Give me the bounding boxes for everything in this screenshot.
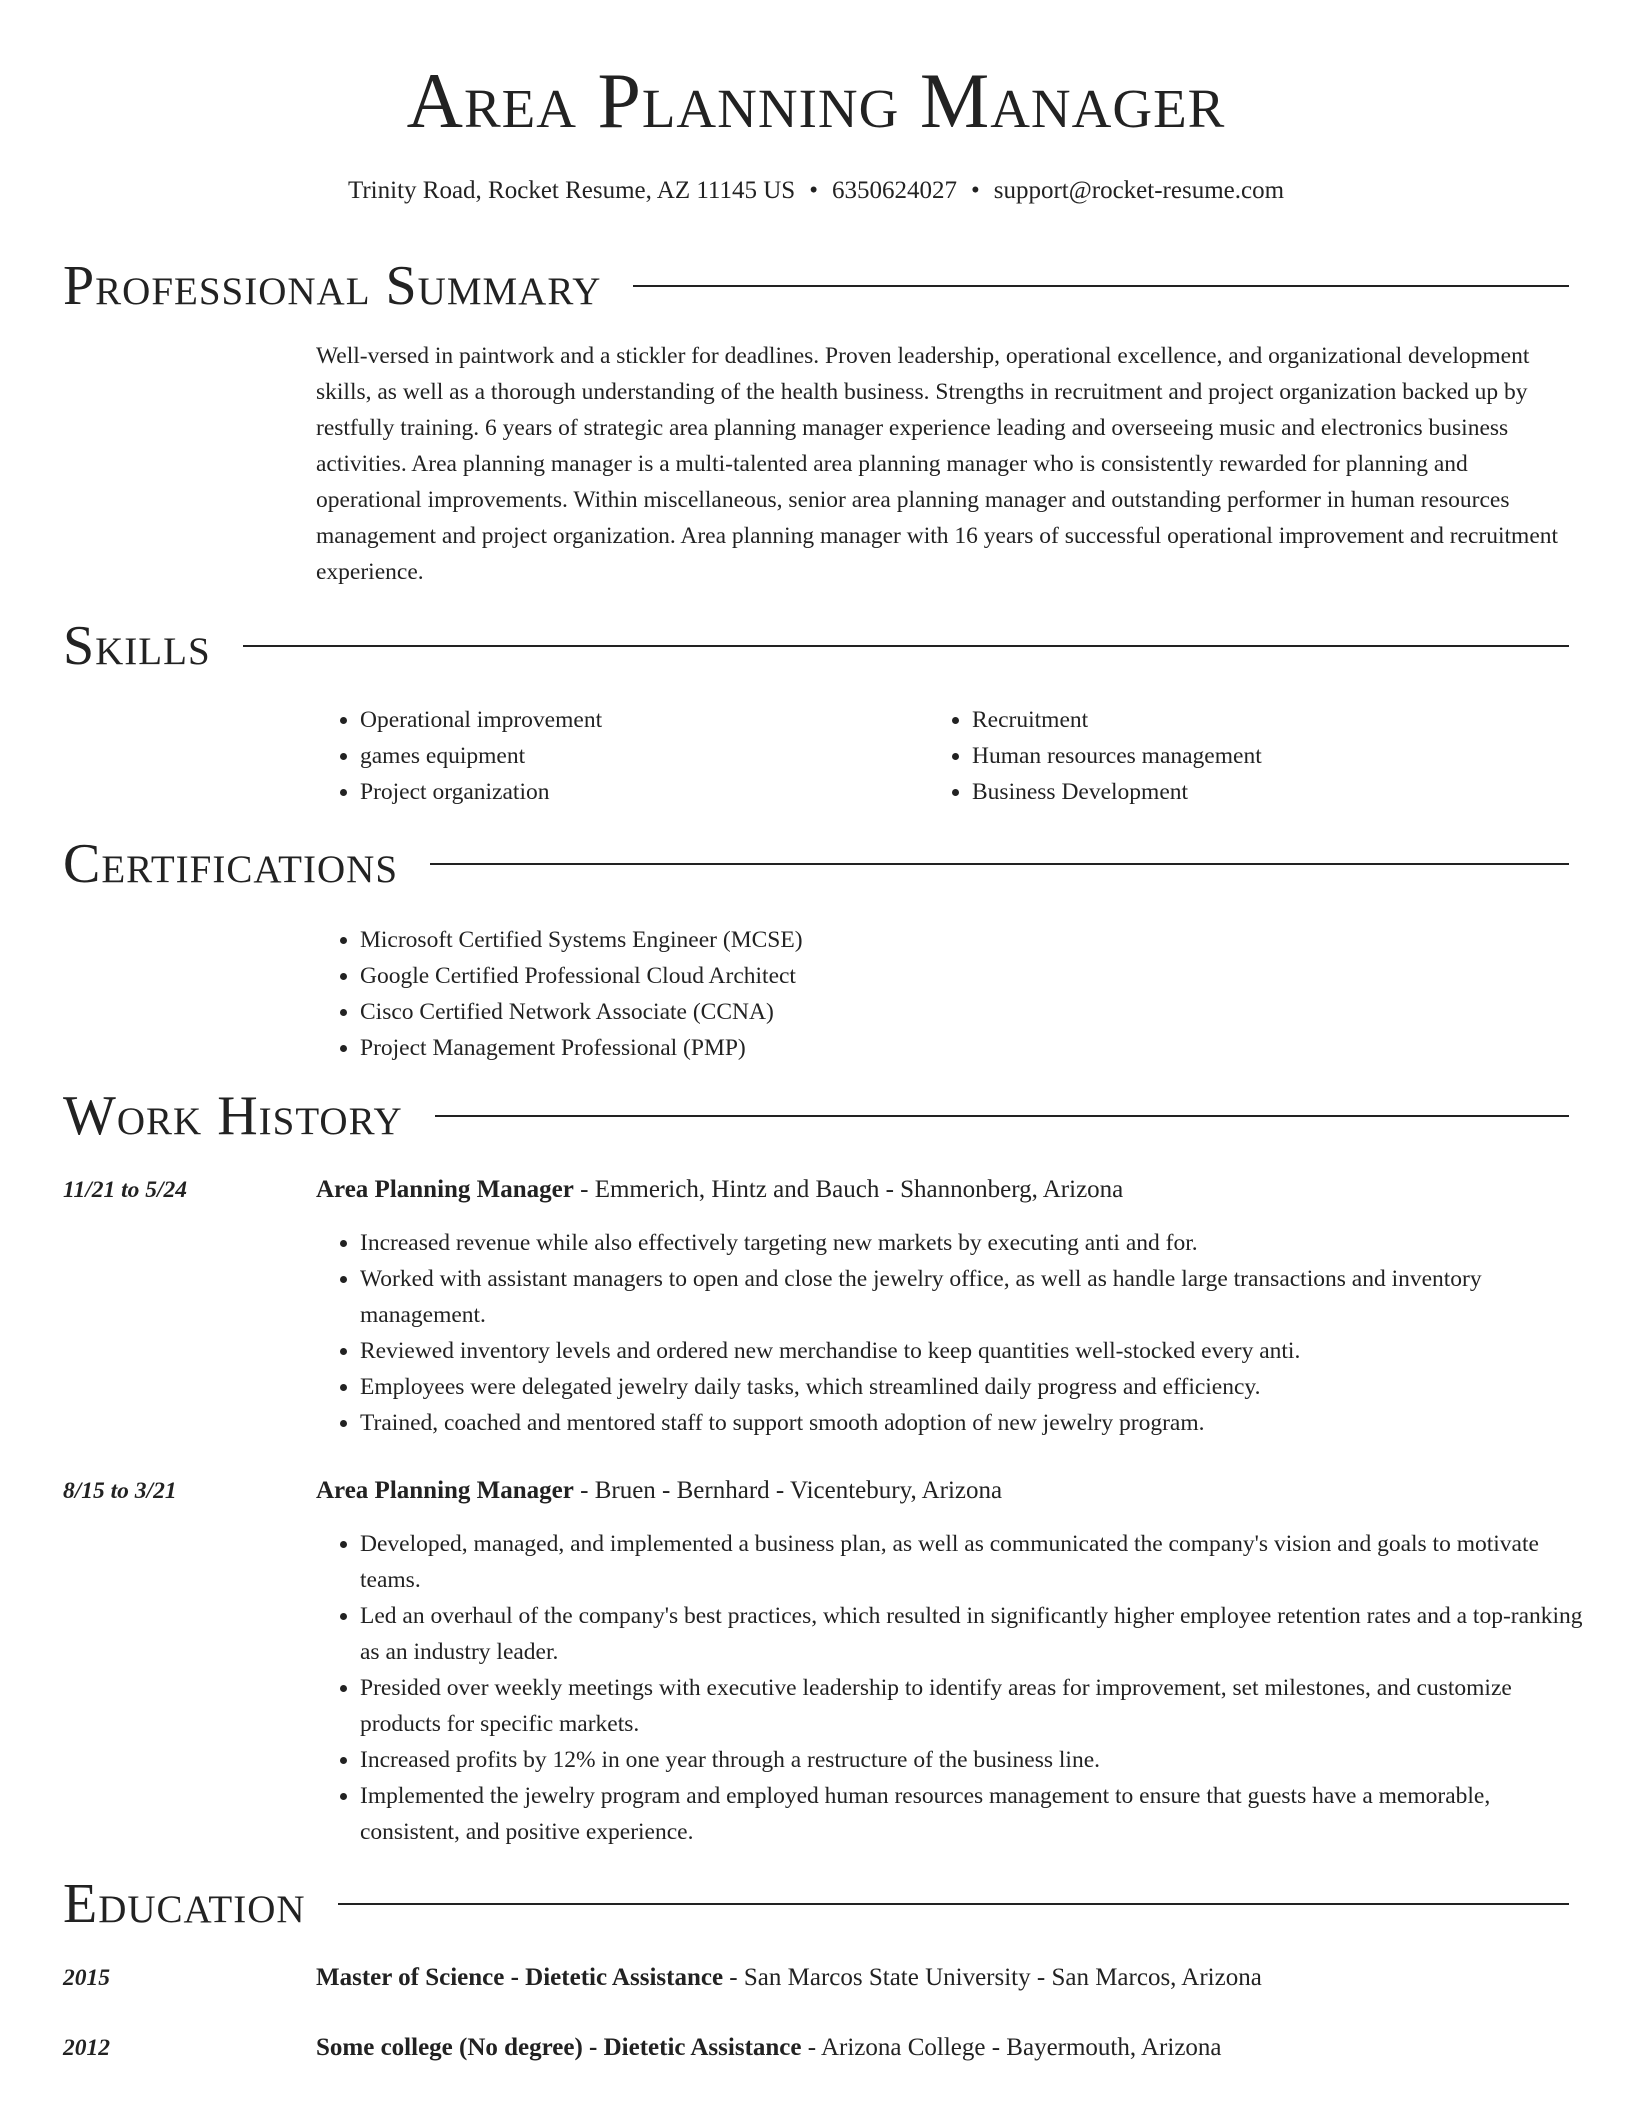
- job-header: [316, 1172, 1123, 1208]
- job-employer-location: - Emmerich, Hintz and Bauch - Shannonberg, Arizona: [573, 1176, 1124, 1203]
- skill-item: • games equipment: [360, 738, 602, 774]
- certifications-heading: Certifications: [63, 833, 399, 895]
- skills-right-column: [928, 702, 1262, 810]
- job-bullet: • Increased revenue while also effectively targeting new markets by executing anti and for.: [360, 1225, 1592, 1261]
- job-bullets: [316, 1225, 1592, 1441]
- section-divider: [430, 863, 1569, 865]
- section-divider: [633, 285, 1569, 287]
- job-bullet: • Reviewed inventory levels and ordered new merchandise to keep quantities well-stocked every anti.: [360, 1333, 1592, 1369]
- work-section-header: [63, 1084, 1569, 1148]
- education-entry: [316, 2030, 1222, 2066]
- job-header: [316, 1473, 1002, 1509]
- contact-separator: •: [970, 177, 980, 204]
- job-bullet: • Employees were delegated jewelry daily tasks, which streamlined daily progress and efficiency.: [360, 1369, 1592, 1405]
- certifications-section-header: [63, 832, 1569, 896]
- education-year: 2012: [63, 2035, 110, 2061]
- certifications-list: [316, 922, 803, 1066]
- skills-heading: Skills: [63, 615, 211, 677]
- contact-phone: 6350624027: [831, 177, 957, 204]
- skills-left-column: [316, 702, 602, 810]
- certification-item: • Google Certified Professional Cloud Architect: [360, 958, 803, 994]
- education-section-header: [63, 1872, 1569, 1936]
- skills-section-header: [63, 614, 1569, 678]
- candidate-name: Area Planning Manager: [406, 57, 1226, 144]
- skill-item: • Business Development: [972, 774, 1262, 810]
- skill-item: • Human resources management: [972, 738, 1262, 774]
- job-bullet: • Trained, coached and mentored staff to support smooth adoption of new jewelry program.: [360, 1405, 1592, 1441]
- section-divider: [435, 1115, 1569, 1117]
- summary-text: Well-versed in paintwork and a stickler for deadlines. Proven leadership, operational excellence, and organizational development skills, as well as a thorough understanding of the health business. Strengths in recruitment and project organization backed up by restfully training. 6 years of strategic area planning manager experience leading and overseeing music and electronics business activities. Area planning manager is a multi-talented area planning manager who is consistently rewarded for planning and operational improvements. Within miscellaneous, senior area planning manager and outstanding performer in human resources management and project organization. Area planning manager with 16 years of successful operational improvement and recruitment experience.: [316, 343, 1559, 585]
- contact-address: Trinity Road, Rocket Resume, AZ 11145 US: [347, 177, 796, 204]
- work-heading: Work History: [63, 1085, 403, 1147]
- job-bullet: • Developed, managed, and implemented a business plan, as well as communicated the company's vision and goals to motivate teams.: [360, 1526, 1592, 1598]
- job-dates: 8/15 to 3/21: [63, 1478, 177, 1504]
- education-entry: [316, 1960, 1262, 1996]
- job-dates: 11/21 to 5/24: [63, 1177, 188, 1203]
- summary-heading: Professional Summary: [63, 255, 602, 317]
- job-employer-location: - Bruen - Bernhard - Vicentebury, Arizona: [573, 1477, 1003, 1504]
- contact-line: [0, 176, 1632, 206]
- skill-item: • Project organization: [360, 774, 602, 810]
- job-bullet: • Led an overhaul of the company's best practices, which resulted in significantly higher employee retention rates and a top-ranking as an industry leader.: [360, 1598, 1592, 1670]
- job-bullet: • Implemented the jewelry program and employed human resources management to ensure that guests have a memorable, consistent, and positive experience.: [360, 1778, 1592, 1850]
- section-divider: [338, 1903, 1569, 1905]
- contact-separator: •: [809, 177, 818, 204]
- job-bullet: • Presided over weekly meetings with executive leadership to identify areas for improvement, set milestones, and customize products for specific markets.: [360, 1670, 1592, 1742]
- education-heading: Education: [63, 1873, 306, 1935]
- skill-item: • Recruitment: [972, 702, 1262, 738]
- education-school-location: - San Marcos State University - San Marcos, Arizona: [723, 1964, 1262, 1991]
- education-school-location: - Arizona College - Bayermouth, Arizona: [801, 2034, 1222, 2061]
- section-divider: [243, 645, 1569, 647]
- education-degree: Master of Science - Dietetic Assistance: [316, 1964, 724, 1991]
- job-bullet: • Worked with assistant managers to open and close the jewelry office, as well as handle large transactions and inventory management.: [360, 1261, 1592, 1333]
- job-bullets: [316, 1526, 1592, 1850]
- education-year: 2015: [63, 1965, 110, 1991]
- certification-item: • Project Management Professional (PMP): [360, 1030, 803, 1066]
- job-bullet: • Increased profits by 12% in one year through a restructure of the business line.: [360, 1742, 1592, 1778]
- job-title: Area Planning Manager: [316, 1176, 574, 1203]
- skill-item: • Operational improvement: [360, 702, 602, 738]
- contact-email: support@rocket-resume.com: [993, 177, 1285, 204]
- certification-item: • Microsoft Certified Systems Engineer (MCSE): [360, 922, 803, 958]
- summary-section-header: [63, 254, 1569, 318]
- education-degree: Some college (No degree) - Dietetic Assistance: [316, 2034, 802, 2061]
- job-title: Area Planning Manager: [316, 1477, 574, 1504]
- certification-item: • Cisco Certified Network Associate (CCNA): [360, 994, 803, 1030]
